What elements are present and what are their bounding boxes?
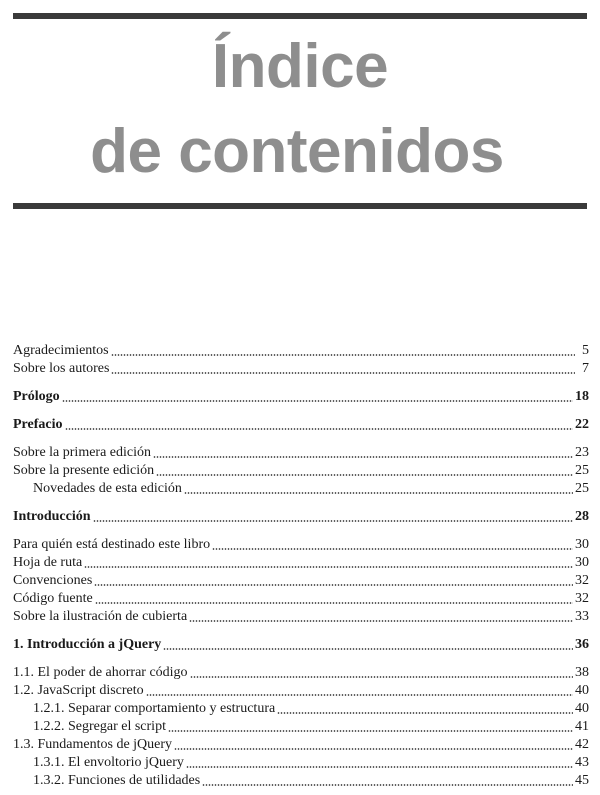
section-gap — [13, 434, 589, 444]
dot-leader — [184, 492, 573, 494]
toc-entry — [13, 772, 589, 790]
dot-leader — [95, 602, 573, 604]
dot-leader — [153, 456, 573, 458]
dot-leader — [168, 730, 573, 732]
toc-entry-page: 43 — [575, 755, 589, 770]
dot-leader — [111, 372, 575, 374]
dot-leader — [111, 354, 575, 356]
toc-entry — [13, 360, 589, 378]
toc-entry-label: Prefacio — [13, 417, 63, 432]
dot-leader — [277, 712, 573, 714]
toc-chapter-entry — [13, 508, 589, 526]
dot-leader — [93, 520, 573, 522]
toc-entry-page: 30 — [575, 555, 589, 570]
dot-leader — [146, 694, 573, 696]
toc-entry — [13, 700, 589, 718]
toc-entry — [13, 462, 589, 480]
section-gap — [13, 626, 589, 636]
toc-entry-label: Introducción — [13, 509, 91, 524]
dot-leader — [163, 648, 573, 650]
toc-entry-page: 5 — [582, 343, 589, 358]
dot-leader — [94, 584, 573, 586]
toc-entry — [13, 590, 589, 608]
toc-entry-label: Sobre la presente edición — [13, 463, 155, 478]
toc-entry-label: Agradecimientos — [13, 343, 109, 358]
toc-entry-page: 40 — [575, 701, 589, 716]
page-title-line-1: Índice — [211, 32, 389, 101]
toc-entry — [13, 480, 589, 498]
toc-entry-label: 1.3.2. Funciones de utilidades — [33, 773, 201, 788]
dot-leader — [202, 784, 573, 786]
toc-entry-page: 23 — [575, 445, 589, 460]
toc-entry-label: 1.3. Fundamentos de jQuery — [13, 737, 173, 752]
toc-entry — [13, 682, 589, 700]
toc-entry-label: Prólogo — [13, 389, 60, 404]
toc-chapter-entry — [13, 416, 589, 434]
toc-entry-page: 25 — [575, 463, 589, 478]
toc-entry-label: 1.2. JavaScript discreto — [13, 683, 144, 698]
dot-leader — [212, 548, 573, 550]
dot-leader — [186, 766, 573, 768]
dot-leader — [156, 474, 573, 476]
dot-leader — [189, 620, 573, 622]
toc-entry — [13, 736, 589, 754]
toc-entry-page: 41 — [575, 719, 589, 734]
toc-entry-label: 1.3.1. El envoltorio jQuery — [33, 755, 184, 770]
toc-entry-page: 22 — [575, 417, 589, 432]
toc-chapter-entry — [13, 388, 589, 406]
toc-entry-label: Código fuente — [13, 591, 93, 606]
toc-entry-label: Para quién está destinado este libro — [13, 537, 211, 552]
toc-entry-label: Novedades de esta edición — [33, 481, 182, 496]
toc-entry — [13, 664, 589, 682]
section-gap — [13, 406, 589, 416]
toc-entry-page: 7 — [582, 361, 589, 376]
toc-entry-page: 42 — [575, 737, 589, 752]
toc-entry-label: Sobre la primera edición — [13, 445, 152, 460]
toc-entry-label: Convenciones — [13, 573, 93, 588]
dot-leader — [62, 400, 573, 402]
toc-entry-page: 33 — [575, 609, 589, 624]
toc-entry-page: 30 — [575, 537, 589, 552]
toc-entry — [13, 554, 589, 572]
table-of-contents — [13, 342, 589, 790]
toc-entry-label: 1.2.1. Separar comportamiento y estructura — [33, 701, 276, 716]
page-title-line-2: de contenidos — [90, 117, 504, 186]
toc-entry — [13, 572, 589, 590]
dot-leader — [190, 676, 573, 678]
toc-entry — [13, 754, 589, 772]
toc-entry-page: 32 — [575, 573, 589, 588]
dot-leader — [174, 748, 573, 750]
top-rule — [13, 13, 587, 19]
toc-entry — [13, 536, 589, 554]
toc-chapter-entry — [13, 636, 589, 654]
toc-entry — [13, 608, 589, 626]
toc-entry-page: 18 — [575, 389, 589, 404]
section-gap — [13, 654, 589, 664]
toc-entry-page: 40 — [575, 683, 589, 698]
toc-entry-label: 1.2.2. Segregar el script — [33, 719, 166, 734]
bottom-rule — [13, 203, 587, 209]
toc-entry-page: 45 — [575, 773, 589, 788]
toc-entry — [13, 444, 589, 462]
section-gap — [13, 378, 589, 388]
section-gap — [13, 526, 589, 536]
toc-entry-page: 32 — [575, 591, 589, 606]
toc-entry-page: 25 — [575, 481, 589, 496]
toc-entry-page: 36 — [575, 637, 589, 652]
toc-entry-label: Sobre la ilustración de cubierta — [13, 609, 188, 624]
toc-entry — [13, 718, 589, 736]
toc-entry-label: Hoja de ruta — [13, 555, 83, 570]
toc-entry-label: Sobre los autores — [13, 361, 110, 376]
toc-entry-page: 28 — [575, 509, 589, 524]
toc-entry-page: 38 — [575, 665, 589, 680]
toc-entry — [13, 342, 589, 360]
dot-leader — [65, 428, 574, 430]
toc-entry-label: 1.1. El poder de ahorrar código — [13, 665, 188, 680]
dot-leader — [84, 566, 573, 568]
section-gap — [13, 498, 589, 508]
toc-entry-label: 1. Introducción a jQuery — [13, 637, 162, 652]
